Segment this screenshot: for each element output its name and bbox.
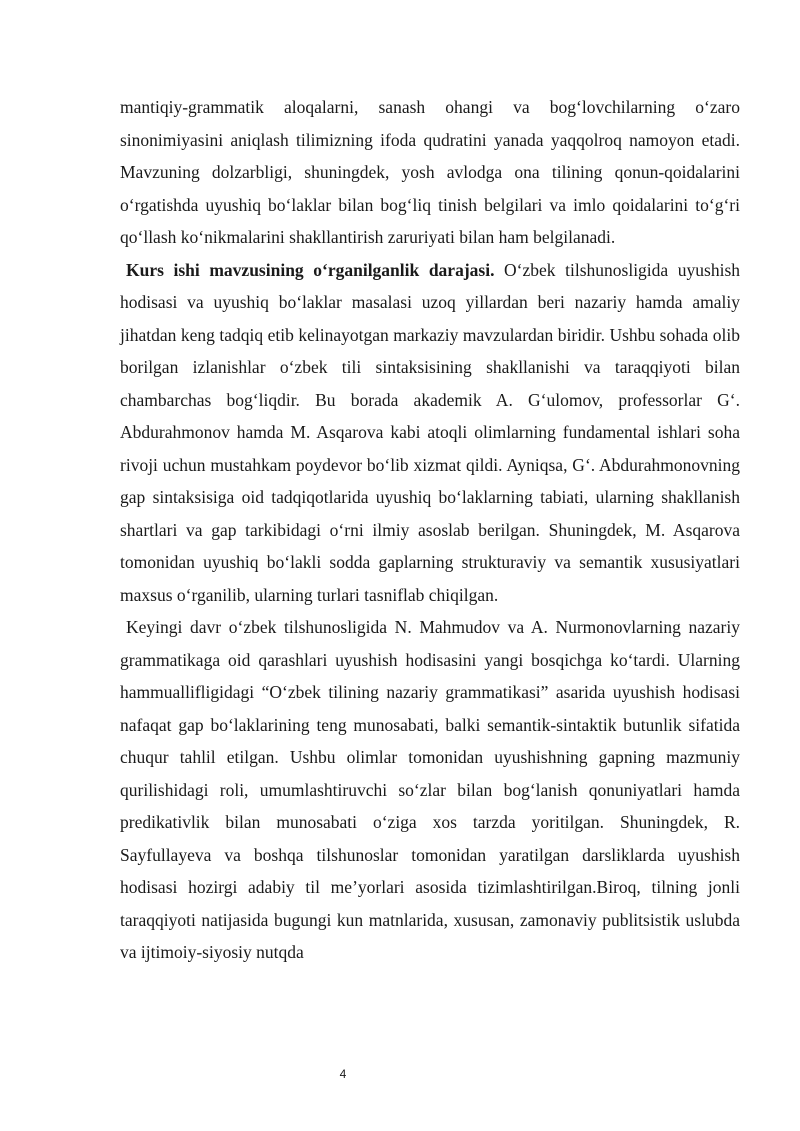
section-lead-heading: Kurs ishi mavzusining o‘rganilganlik darajasi. xyxy=(126,259,495,280)
paragraph-intro-continuation xyxy=(120,91,740,254)
paragraph-text: O‘zbek tilshunosligida uyushish hodisasi va uyushiq bo‘laklar masalasi uzoq yillardan beri nazariy hamda amaliy jihatdan keng tadqiq etib kelinayotgan markaziy mavzulardan biridir. Ushbu sohada olib borilgan izlanishlar o‘zbek tili sintaksisining shakllanishi va taraqqiyoti bilan chambarchas bog‘liqdir. Bu borada akademik A. G‘ulomov, professorlar G‘. Abdurahmonov hamda M. Asqarova kabi atoqli olimlarning fundamental ishlari soha rivoji uchun mustahkam poydevor bo‘lib xizmat qildi. Ayniqsa, G‘. Abdurahmonovning gap sintaksisiga oid tadqiqotlarida uyushiq bo‘laklarning tabiati, ularning shakllanish shartlari va gap tarkibidagi o‘rni ilmiy asoslab berilgan. Shuningdek, M. Asqarova tomonidan uyushiq bo‘lakli sodda gaplarning strukturaviy va semantik xususiyatlari maxsus o‘rganilib, ularning turlari tasniflab chiqilgan. xyxy=(120,259,741,605)
paragraph-study-level xyxy=(120,254,740,612)
document-body xyxy=(120,91,740,969)
paragraph-later-period xyxy=(120,611,740,969)
page-number: 4 xyxy=(339,1067,347,1081)
paragraph-text: Keyingi davr o‘zbek tilshunosligida N. Mahmudov va A. Nurmonovlarning nazariy grammatikaga oid qarashlari uyushish hodisasini yangi bosqichga ko‘tardi. Ularning hammuallifligidagi “O‘zbek tilining nazariy grammatikasi” asarida uyushish hodisasi nafaqat gap bo‘laklarining teng munosabati, balki semantik-sintaktik butunlik sifatida chuqur tahlil etilgan. Ushbu olimlar tomonidan uyushishning gapning mazmuniy qurilishidagi roli, umumlashtiruvchi so‘zlar bilan bog‘lanish qonuniyatlari hamda predikativlik bilan munosabati o‘ziga xos tarzda yoritilgan. Shuningdek, R. Sayfullayeva va boshqa tilshunoslar tomonidan yaratilgan darsliklarda uyushish hodisasi hozirgi adabiy til me’yorlari asosida tizimlashtirilgan.Biroq, tilning jonli taraqqiyoti natijasida bugungi kun matnlarida, xususan, zamonaviy publitsistik uslubda va ijtimoiy-siyosiy nutqda xyxy=(120,617,740,962)
paragraph-text: mantiqiy-grammatik aloqalarni, sanash ohangi va bog‘lovchilarning o‘zaro sinonimiyasini aniqlash tilimizning ifoda qudratini yanada yaqqolroq namoyon etadi. Mavzuning dolzarbligi, shuningdek, yosh avlodga ona tilining qonun-qoidalarini o‘rgatishda uyushiq bo‘laklar bilan bog‘liq tinish belgilari va imlo qoidalarini to‘g‘ri qo‘llash ko‘nikmalarini shakllantirish zaruriyati bilan ham belgilanadi. xyxy=(120,97,740,247)
